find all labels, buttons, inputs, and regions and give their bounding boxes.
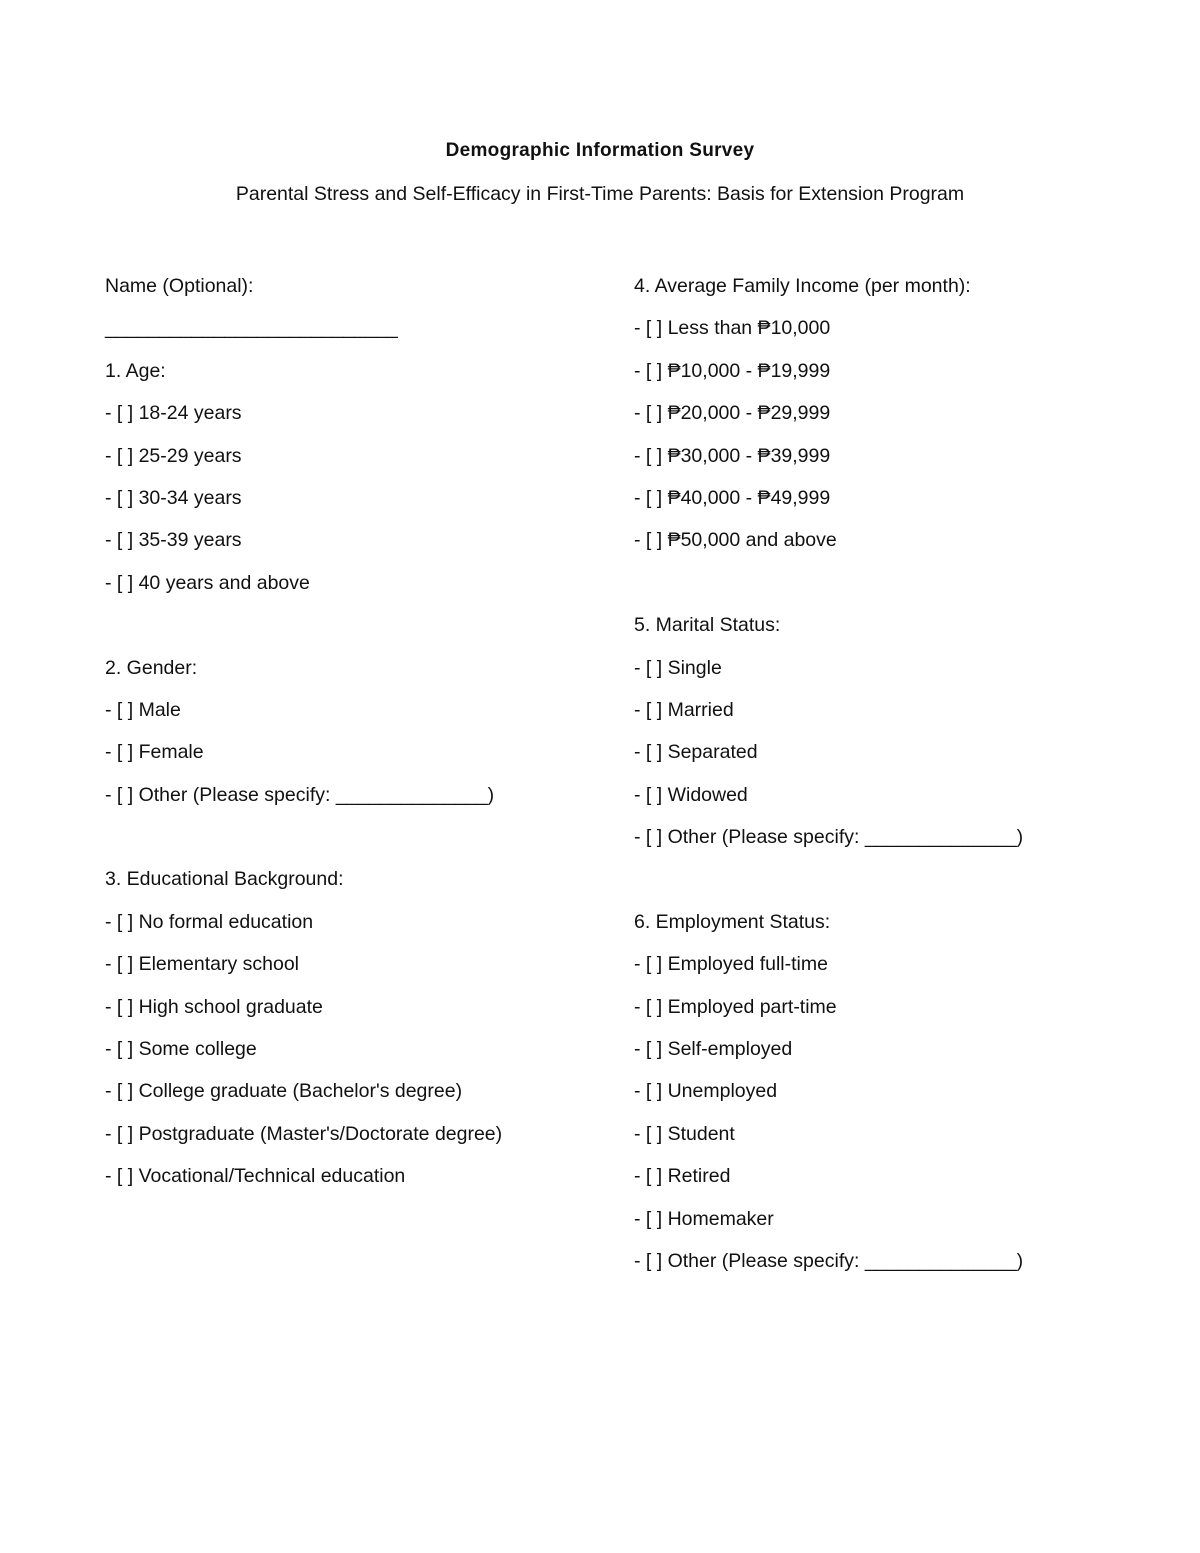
marital-heading: 5. Marital Status:: [634, 614, 781, 637]
education-option[interactable]: - [ ] College graduate (Bachelor's degree): [105, 1080, 463, 1103]
marital-option[interactable]: - [ ] Married: [634, 698, 734, 721]
income-section: [634, 265, 1154, 562]
spacer: [105, 604, 605, 646]
employment-option[interactable]: - [ ] Homemaker: [634, 1207, 774, 1230]
name-label: Name (Optional):: [105, 275, 254, 297]
age-heading: 1. Age:: [105, 359, 166, 382]
income-option[interactable]: - [ ] ₱30,000 - ₱39,999: [634, 444, 831, 467]
education-option[interactable]: - [ ] Elementary school: [105, 953, 299, 976]
employment-option[interactable]: - [ ] Student: [634, 1122, 735, 1145]
spacer: [105, 816, 605, 858]
income-option[interactable]: - [ ] ₱50,000 and above: [634, 529, 837, 552]
gender-section: [105, 647, 605, 817]
education-option[interactable]: - [ ] No formal education: [105, 910, 314, 933]
income-option[interactable]: - [ ] Less than ₱10,000: [634, 317, 831, 340]
gender-heading: 2. Gender:: [105, 656, 198, 679]
education-option[interactable]: - [ ] Postgraduate (Master's/Doctorate degree): [105, 1122, 503, 1145]
education-option[interactable]: - [ ] Vocational/Technical education: [105, 1165, 406, 1188]
age-option[interactable]: - [ ] 30-34 years: [105, 486, 242, 509]
page-title: Demographic Information Survey: [445, 140, 755, 161]
name-input-line[interactable]: ___________________________: [105, 317, 398, 340]
marital-section: [634, 604, 1154, 858]
employment-option[interactable]: - [ ] Other (Please specify: ______________): [634, 1249, 1024, 1272]
marital-option[interactable]: - [ ] Widowed: [634, 783, 748, 806]
education-option[interactable]: - [ ] High school graduate: [105, 995, 323, 1018]
age-option[interactable]: - [ ] 40 years and above: [105, 571, 310, 594]
employment-option[interactable]: - [ ] Employed full-time: [634, 953, 828, 976]
left-column: [105, 265, 605, 1198]
marital-option[interactable]: - [ ] Other (Please specify: ______________): [634, 826, 1024, 849]
employment-option[interactable]: - [ ] Self-employed: [634, 1038, 793, 1061]
page-subtitle: Parental Stress and Self-Efficacy in First-Time Parents: Basis for Extension Program: [235, 183, 965, 205]
employment-option[interactable]: - [ ] Retired: [634, 1165, 731, 1188]
income-heading: 4. Average Family Income (per month):: [634, 275, 971, 297]
age-option[interactable]: - [ ] 18-24 years: [105, 402, 242, 425]
spacer: [634, 562, 1154, 604]
employment-option[interactable]: - [ ] Employed part-time: [634, 995, 837, 1018]
age-option[interactable]: - [ ] 35-39 years: [105, 529, 242, 552]
employment-section: [634, 901, 1154, 1283]
age-section: [105, 350, 605, 604]
marital-option[interactable]: - [ ] Single: [634, 656, 722, 679]
marital-option[interactable]: - [ ] Separated: [634, 741, 758, 764]
income-option[interactable]: - [ ] ₱20,000 - ₱29,999: [634, 402, 831, 425]
age-option[interactable]: - [ ] 25-29 years: [105, 444, 242, 467]
gender-option[interactable]: - [ ] Male: [105, 698, 181, 721]
gender-option[interactable]: - [ ] Other (Please specify: ______________): [105, 783, 495, 806]
income-option[interactable]: - [ ] ₱10,000 - ₱19,999: [634, 359, 831, 382]
income-option[interactable]: - [ ] ₱40,000 - ₱49,999: [634, 486, 831, 509]
employment-heading: 6. Employment Status:: [634, 910, 831, 933]
gender-option[interactable]: - [ ] Female: [105, 741, 204, 764]
spacer: [634, 858, 1154, 900]
education-option[interactable]: - [ ] Some college: [105, 1038, 257, 1061]
right-column: [634, 265, 1154, 1282]
education-heading: 3. Educational Background:: [105, 868, 344, 891]
education-section: [105, 858, 605, 1197]
employment-option[interactable]: - [ ] Unemployed: [634, 1080, 778, 1103]
